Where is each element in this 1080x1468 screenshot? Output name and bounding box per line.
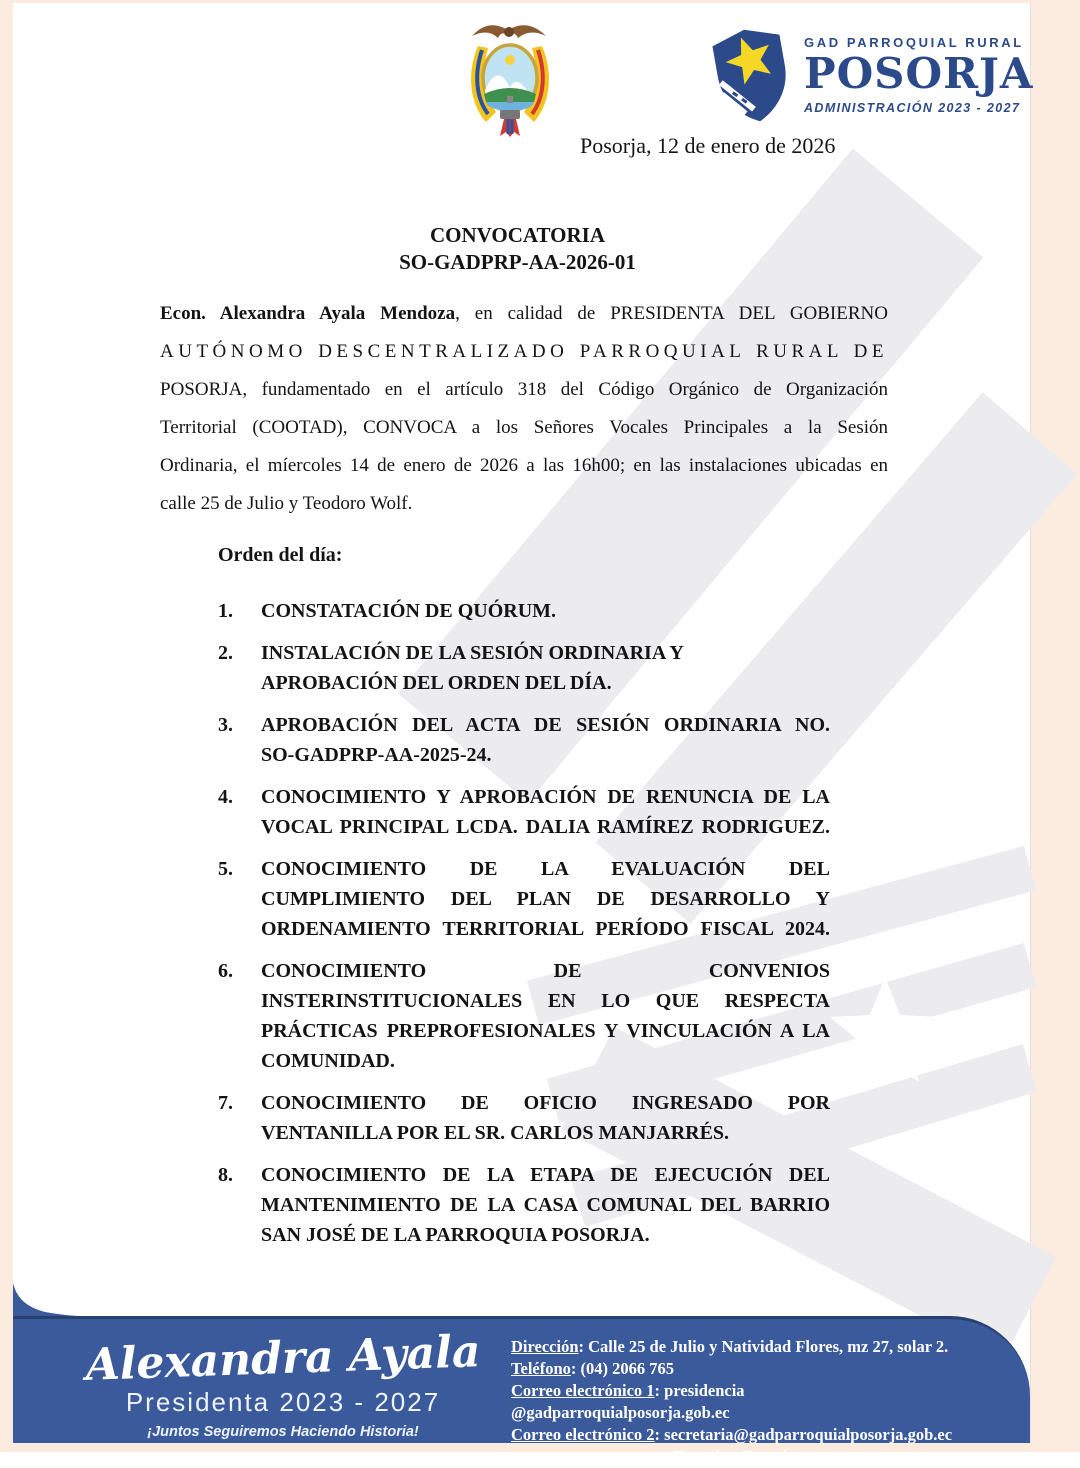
contact-value: : presidencia @gadparroquialposorja.gob.ec — [511, 1381, 745, 1422]
body-line: Ordinaria, el míercoles 14 de enero de 2026 a las 16h00; en las instalaciones ubicadas en — [160, 455, 888, 476]
signature-block — [68, 1326, 498, 1440]
agenda-item-number: 8. — [218, 1164, 233, 1186]
agenda-item-line: PRÁCTICAS PREPROFESIONALES Y VINCULACIÓN A LA — [261, 1020, 830, 1042]
contact-row — [511, 1358, 966, 1380]
date-line: Posorja, 12 de enero de 2026 — [580, 133, 836, 158]
agenda-item-line: CUMPLIMIENTO DEL PLAN DE DESARROLLO Y — [261, 888, 830, 910]
contact-row — [511, 1424, 966, 1446]
document-title-block — [147, 222, 888, 276]
sender-name: Econ. Alexandra Ayala Mendoza — [160, 303, 456, 324]
agenda-item-number: 2. — [218, 642, 233, 664]
contact-value: : Calle 25 de Julio y Natividad Flores, mz 27, solar 2. — [578, 1337, 949, 1356]
agenda-item — [218, 782, 830, 842]
agenda-item — [218, 1088, 830, 1148]
agenda-item — [218, 638, 830, 698]
document-page — [13, 3, 1034, 1466]
agenda-item-line: SAN JOSÉ DE LA PARROQUIA POSORJA. — [261, 1224, 650, 1246]
agenda-item-line: CONSTATACIÓN DE QUÓRUM. — [261, 600, 557, 622]
contact-row — [511, 1380, 966, 1424]
footer-swoosh-graphic — [13, 1283, 108, 1317]
agenda-item-line: CONOCIMIENTO DE OFICIO INGRESADO POR — [261, 1092, 830, 1114]
agenda-item-line: VOCAL PRINCIPAL LCDA. DALIA RAMÍREZ RODRIGUEZ. — [261, 816, 830, 838]
agenda-item-line: CONOCIMIENTO DE CONVENIOS — [261, 960, 830, 982]
agenda-item — [218, 596, 830, 626]
contact-value: : (04) 2066 765 — [570, 1359, 675, 1378]
agenda-item-line: INSTALACIÓN DE LA SESIÓN ORDINARIA Y — [261, 642, 684, 664]
logo-administration: ADMINISTRACIÓN 2023 - 2027 — [804, 101, 1021, 115]
agenda-item — [218, 1160, 830, 1250]
document-title: CONVOCATORIA — [430, 223, 605, 247]
logo-org-type: GAD PARROQUIAL RURAL — [804, 35, 1024, 50]
contact-label: Correo electrónico 2 — [511, 1425, 655, 1444]
agenda-item — [218, 956, 830, 1076]
contact-row — [511, 1336, 966, 1358]
agenda-item — [218, 854, 830, 944]
contact-label: Correo electrónico 1 — [511, 1381, 655, 1400]
ecuador-coat-of-arms — [458, 16, 562, 138]
agenda-item-number: 3. — [218, 714, 233, 736]
location-line: Posorja - Ecuador — [674, 1447, 803, 1466]
agenda-item-line: ORDENAMIENTO TERRITORIAL PERÍODO FISCAL 2024. — [261, 918, 830, 940]
agenda-item-number: 5. — [218, 858, 233, 880]
contact-block — [511, 1336, 966, 1468]
document-number: SO-GADPRP-AA-2026-01 — [399, 250, 636, 274]
body-line: calle 25 de Julio y Teodoro Wolf. — [160, 493, 413, 514]
agenda-item-number: 7. — [218, 1092, 233, 1114]
agenda-item-line: APROBACIÓN DEL ORDEN DEL DÍA. — [261, 672, 612, 694]
body-line — [160, 295, 888, 333]
agenda-item-line: INSTERINSTITUCIONALES EN LO QUE RESPECTA — [261, 990, 830, 1012]
body-line: Territorial (COOTAD), CONVOCA a los Señores Vocales Principales a la Sesión — [160, 417, 888, 438]
signature-name: Alexandra Ayala — [84, 1326, 482, 1391]
agenda-item-line: CONOCIMIENTO DE LA EVALUACIÓN DEL — [261, 858, 830, 880]
agenda-item-line: VENTANILLA POR EL SR. CARLOS MANJARRÉS. — [261, 1122, 730, 1144]
body-line: AUTÓNOMO DESCENTRALIZADO PARROQUIAL RURAL DE — [160, 341, 888, 362]
signature-title: Presidenta 2023 - 2027 — [125, 1387, 441, 1417]
agenda-item-line: SO-GADPRP-AA-2025-24. — [261, 744, 492, 766]
agenda-item-line: APROBACIÓN DEL ACTA DE SESIÓN ORDINARIA NO. — [261, 714, 830, 736]
agenda-item-number: 1. — [218, 600, 233, 622]
posorja-logo — [710, 23, 1034, 133]
contact-label: Teléfono — [511, 1359, 571, 1378]
footer-band — [13, 1316, 1030, 1466]
agenda-item-line: MANTENIMIENTO DE LA CASA COMUNAL DEL BARRIO — [261, 1194, 830, 1216]
agenda-item-number: 6. — [218, 960, 233, 982]
agenda-item-number: 4. — [218, 786, 233, 808]
agenda-item-line: CONOCIMIENTO Y APROBACIÓN DE RENUNCIA DE LA — [261, 786, 830, 808]
agenda-item — [218, 710, 830, 770]
body-lead-rest: , en calidad de PRESIDENTA DEL GOBIERNO — [455, 303, 888, 324]
agenda-item-line: COMUNIDAD. — [261, 1050, 395, 1072]
agenda-heading: Orden del día: — [218, 544, 343, 566]
logo-org-name: POSORJA — [804, 49, 1034, 98]
body-line: POSORJA, fundamentado en el artículo 318 del Código Orgánico de Organización — [160, 379, 888, 400]
agenda-item-line: CONOCIMIENTO DE LA ETAPA DE EJECUCIÓN DEL — [261, 1164, 830, 1186]
agenda-list — [218, 596, 830, 1262]
shield-star-icon — [710, 25, 794, 125]
contact-label: Dirección — [511, 1337, 579, 1356]
body-paragraph — [160, 295, 888, 523]
signature-slogan: ¡Juntos Seguiremos Haciendo Historia! — [147, 1424, 419, 1440]
contact-value: : secretaria@gadparroquialposorja.gob.ec — [654, 1425, 953, 1444]
